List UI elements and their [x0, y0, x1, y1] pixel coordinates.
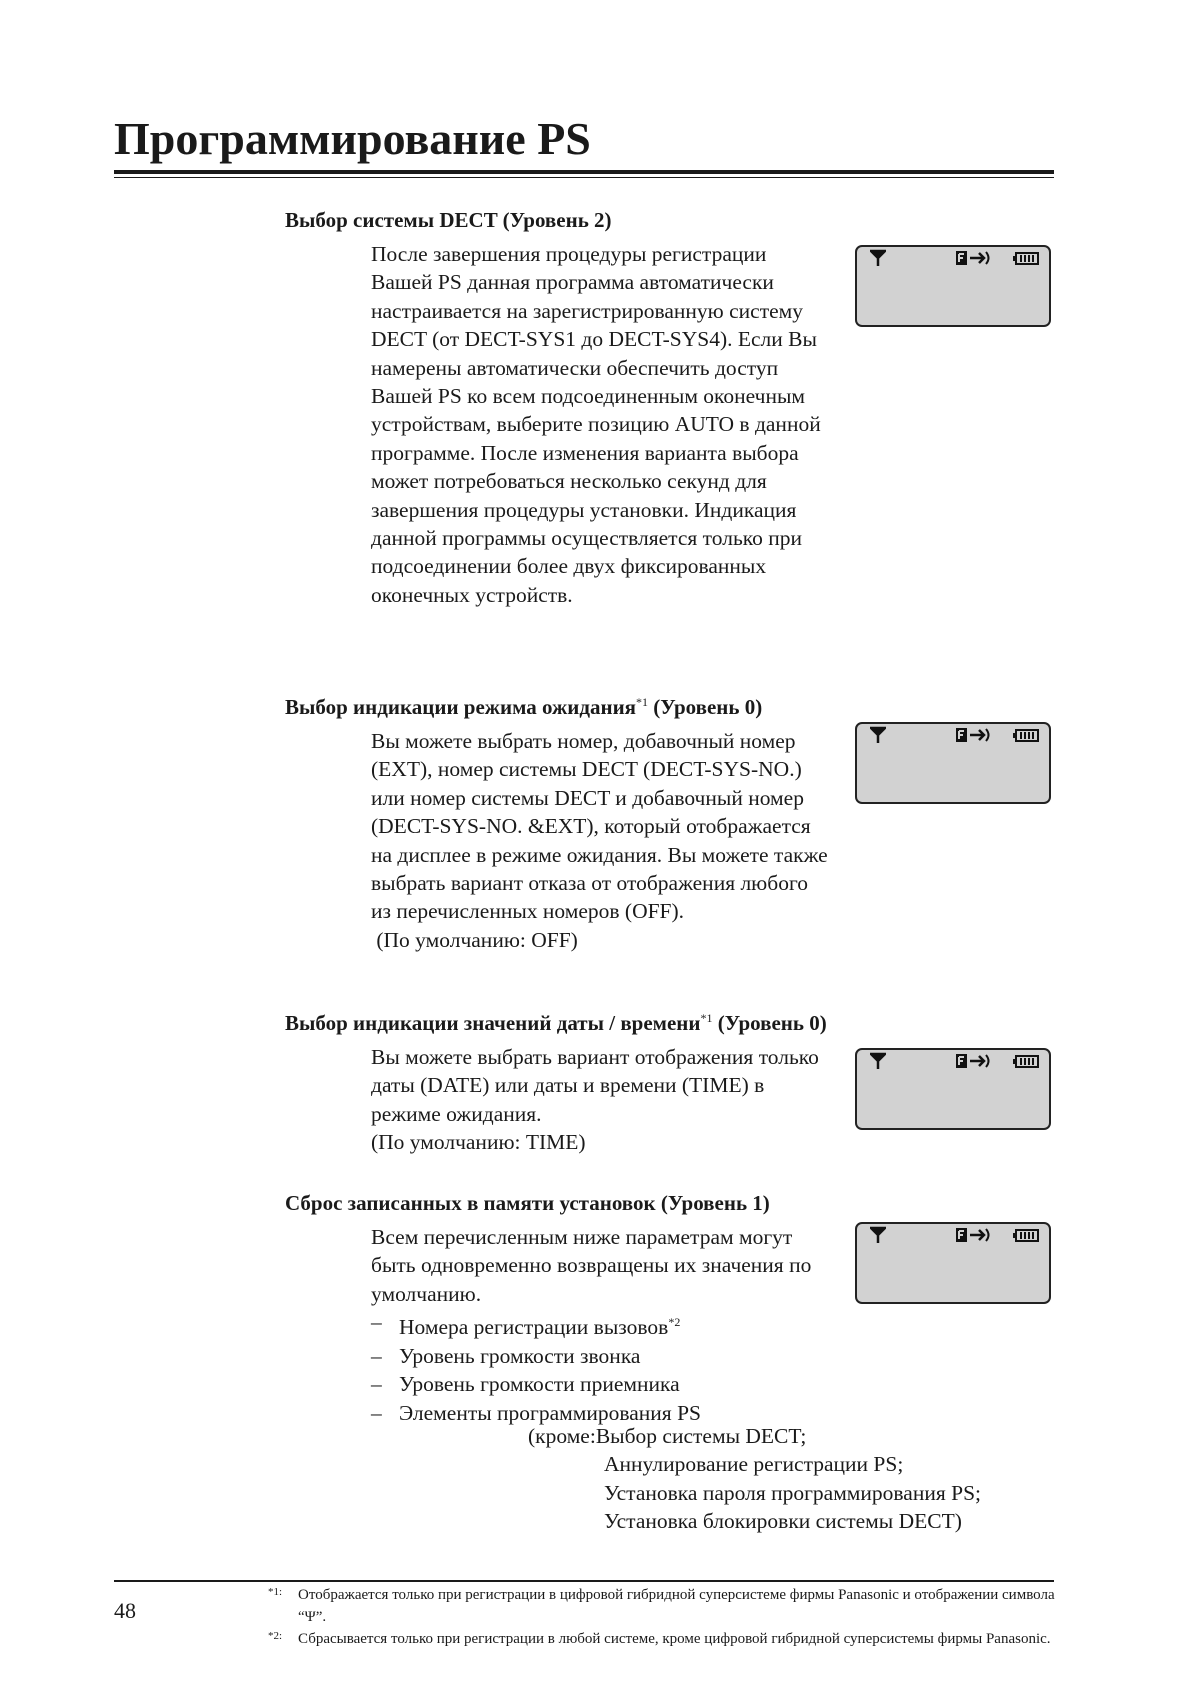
except-line: Установка пароля программирования PS;	[604, 1480, 981, 1505]
f-arrow-icon	[956, 1052, 992, 1070]
lcd-display	[855, 722, 1051, 804]
footnote-ref: *1	[700, 1011, 713, 1025]
list-item: – Уровень громкости приемника	[371, 1370, 831, 1398]
section-heading-reset: Сброс записанных в памяти установок (Уровень 1)	[285, 1191, 770, 1215]
section-body-date-time	[371, 1043, 831, 1157]
f-arrow-icon	[956, 726, 992, 744]
paragraph: После завершения процедуры регистрации Вашей PS данная программа автоматически настраивается на зарегистрированную систему DECT (от DECT-SYS1 до DECT-SYS4). Если Вы намерены автоматически обеспечить доступ Вашей PS ко всем подсоединенным оконечным устройствам, выберите позицию AUTO в данной программе. После изменения варианта выбора может потребоваться несколько секунд для завершения процедуры установки. Индикация данной программы осуществляется только при подсоединении более двух фиксированных оконечных устройств.	[371, 242, 821, 607]
paragraph: Вы можете выбрать вариант отображения только даты (DATE) или даты и времени (TIME) в режиме ожидания.	[371, 1045, 819, 1126]
battery-icon	[1013, 249, 1039, 267]
antenna-icon	[870, 1052, 886, 1070]
section-body-reset	[371, 1223, 831, 1427]
except-list	[528, 1422, 981, 1536]
antenna-symbol: Ψ	[304, 1609, 316, 1625]
list-item: – Элементы программирования PS	[371, 1399, 831, 1427]
battery-icon	[1013, 1052, 1039, 1070]
section-heading-dect-system: Выбор системы DECT (Уровень 2)	[285, 208, 612, 232]
f-arrow-icon	[956, 1226, 992, 1244]
footnotes	[268, 1584, 1068, 1650]
default-value: (По умолчанию: OFF)	[371, 927, 578, 952]
title-rule	[114, 170, 1054, 174]
footnote-1: *1: Отображается только при регистрации в цифровой гибридной суперсистеме фирмы Panasonic и отображении символа “Ψ”.	[268, 1586, 1055, 1625]
section-heading-date-time: Выбор индикации значений даты / времени$^{*1}$ (Уровень 0)	[285, 1011, 827, 1035]
antenna-icon	[870, 1226, 886, 1244]
title-rule-thin	[114, 177, 1054, 178]
page-title: Программирование PS	[114, 113, 591, 164]
antenna-icon	[870, 726, 886, 744]
paragraph: Вы можете выбрать номер, добавочный номер (EXT), номер системы DECT (DECT-SYS-NO.) или номер системы DECT и добавочный номер (DECT-SYS-NO. &EXT), который отображается на дисплее в режиме ожидания. Вы можете также выбрать вариант отказа от отображения любого из перечисленных номеров (OFF).	[371, 729, 828, 924]
default-value: (По умолчанию: TIME)	[371, 1130, 586, 1155]
footnote-ref: *2	[668, 1315, 681, 1330]
list-item: – Уровень громкости звонка	[371, 1342, 831, 1370]
list-item: – Номера регистрации вызовов$^{*2}$	[371, 1308, 831, 1342]
battery-icon	[1013, 726, 1039, 744]
battery-icon	[1013, 1226, 1039, 1244]
lcd-display	[855, 1048, 1051, 1130]
antenna-icon	[870, 249, 886, 267]
page-number: 48	[114, 1598, 136, 1623]
footnote-2: *2: Сбрасывается только при регистрации в любой системе, кроме цифровой гибридной суперсистемы фирмы Panasonic.	[268, 1630, 1051, 1647]
except-line: Установка блокировки системы DECT)	[604, 1509, 962, 1534]
footer-rule	[114, 1580, 1054, 1582]
f-arrow-icon	[956, 249, 992, 267]
section-body-standby-display	[371, 727, 831, 954]
section-heading-standby-display: Выбор индикации режима ожидания$^{*1}$ (Уровень 0)	[285, 695, 763, 719]
except-line: Аннулирование регистрации PS;	[604, 1452, 904, 1477]
except-line: (кроме:Выбор системы DECT;	[528, 1424, 807, 1448]
lcd-display	[855, 245, 1051, 327]
section-body-dect-system	[371, 240, 831, 609]
reset-items-list	[371, 1308, 831, 1427]
lcd-display	[855, 1222, 1051, 1304]
paragraph: Всем перечисленным ниже параметрам могут быть одновременно возвращены их значения по умолчанию.	[371, 1225, 812, 1306]
footnote-ref: *1	[636, 695, 649, 709]
